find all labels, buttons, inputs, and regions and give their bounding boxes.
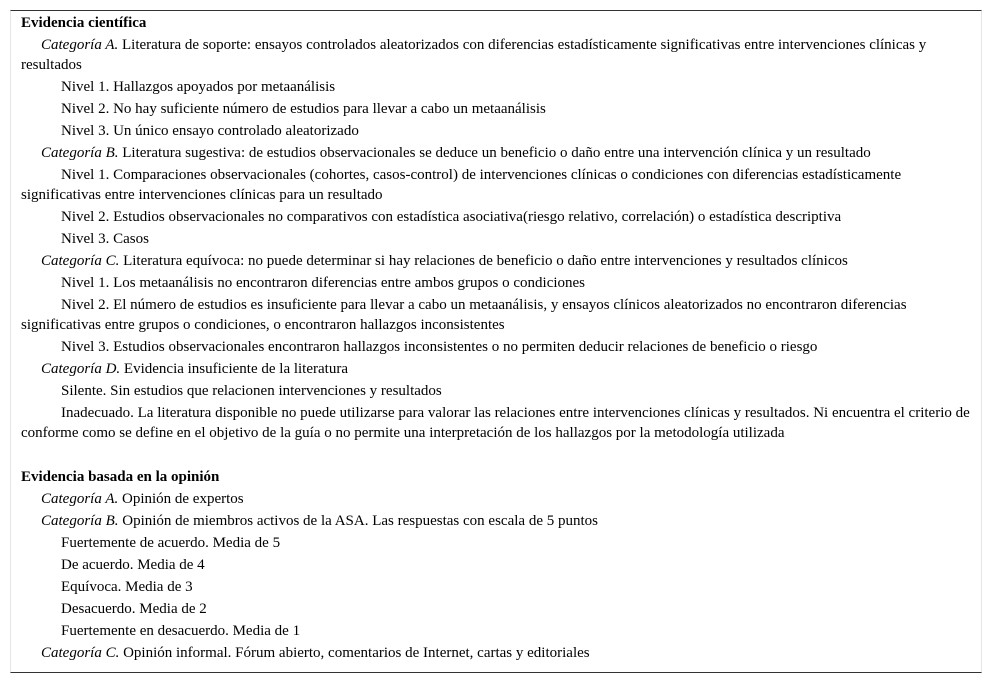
category-label: Categoría B. — [41, 513, 119, 529]
category-label: Categoría C. — [41, 645, 120, 661]
category-label: Categoría D. — [41, 361, 121, 377]
level-item: Nivel 2. El número de estudios es insuficiente para llevar a cabo un metaanálisis, y ensayos clínicos aleatorizados no encontraron diferencias significativas entre grupos o condiciones, o encontraron hallazgos inconsistentes — [21, 297, 907, 333]
category-b-opinion — [21, 511, 971, 531]
category-text: Literatura sugestiva: de estudios observacionales se deduce un beneficio o daño entre una intervención clínica y un resultado — [118, 145, 871, 161]
category-text: Opinión informal. Fórum abierto, comentarios de Internet, cartas y editoriales — [119, 645, 590, 661]
category-d-scientific — [21, 359, 971, 379]
level-item: Silente. Sin estudios que relacionen intervenciones y resultados — [61, 383, 442, 399]
level-item: Inadecuado. La literatura disponible no puede utilizarse para valorar las relaciones entre intervenciones clínicas y resultados. Ni encuentra el criterio de conforme como se define en el objetivo de la guía o no permite una interpretación de los hallazgos por la metodología utilizada — [21, 405, 970, 441]
section-spacer — [21, 445, 971, 467]
scale-item: De acuerdo. Media de 4 — [61, 557, 205, 573]
evidence-table — [10, 10, 982, 673]
category-label: Categoría A. — [41, 37, 119, 53]
category-label: Categoría B. — [41, 145, 119, 161]
evidence-table-content — [21, 13, 971, 665]
level-item: Nivel 1. Los metaanálisis no encontraron diferencias entre ambos grupos o condiciones — [61, 275, 586, 291]
scale-item: Fuertemente de acuerdo. Media de 5 — [61, 535, 281, 551]
level-item: Nivel 3. Casos — [61, 231, 149, 247]
level-item: Nivel 2. Estudios observacionales no comparativos con estadística asociativa(riesgo relativo, correlación) o estadística descriptiva — [61, 209, 842, 225]
category-label: Categoría A. — [41, 491, 119, 507]
section-heading-scientific: Evidencia científica — [21, 15, 147, 31]
category-a-opinion — [21, 489, 971, 509]
category-text: Literatura de soporte: ensayos controlados aleatorizados con diferencias estadísticamente significativas entre intervenciones clínicas y resultados — [21, 37, 927, 73]
category-text: Literatura equívoca: no puede determinar si hay relaciones de beneficio o daño entre intervenciones y resultados clínicos — [119, 253, 848, 269]
scale-item: Fuertemente en desacuerdo. Media de 1 — [61, 623, 301, 639]
category-a-scientific — [21, 35, 971, 75]
level-item: Nivel 3. Un único ensayo controlado aleatorizado — [61, 123, 359, 139]
category-text: Opinión de expertos — [118, 491, 244, 507]
category-text: Evidencia insuficiente de la literatura — [120, 361, 348, 377]
scale-item: Desacuerdo. Media de 2 — [61, 601, 207, 617]
level-item: Nivel 2. No hay suficiente número de estudios para llevar a cabo un metaanálisis — [61, 101, 546, 117]
category-b-scientific — [21, 143, 971, 163]
level-item: Nivel 1. Comparaciones observacionales (cohortes, casos-control) de intervenciones clínicas o condiciones con diferencias estadísticamente significativas entre intervenciones clínicas para un resultado — [21, 167, 902, 203]
category-text: Opinión de miembros activos de la ASA. Las respuestas con escala de 5 puntos — [118, 513, 598, 529]
category-c-scientific — [21, 251, 971, 271]
category-label: Categoría C. — [41, 253, 120, 269]
scale-item: Equívoca. Media de 3 — [61, 579, 193, 595]
section-heading-opinion: Evidencia basada en la opinión — [21, 469, 220, 485]
category-c-opinion — [21, 643, 971, 663]
level-item: Nivel 3. Estudios observacionales encontraron hallazgos inconsistentes o no permiten deducir relaciones de beneficio o riesgo — [61, 339, 818, 355]
level-item: Nivel 1. Hallazgos apoyados por metaanálisis — [61, 79, 336, 95]
